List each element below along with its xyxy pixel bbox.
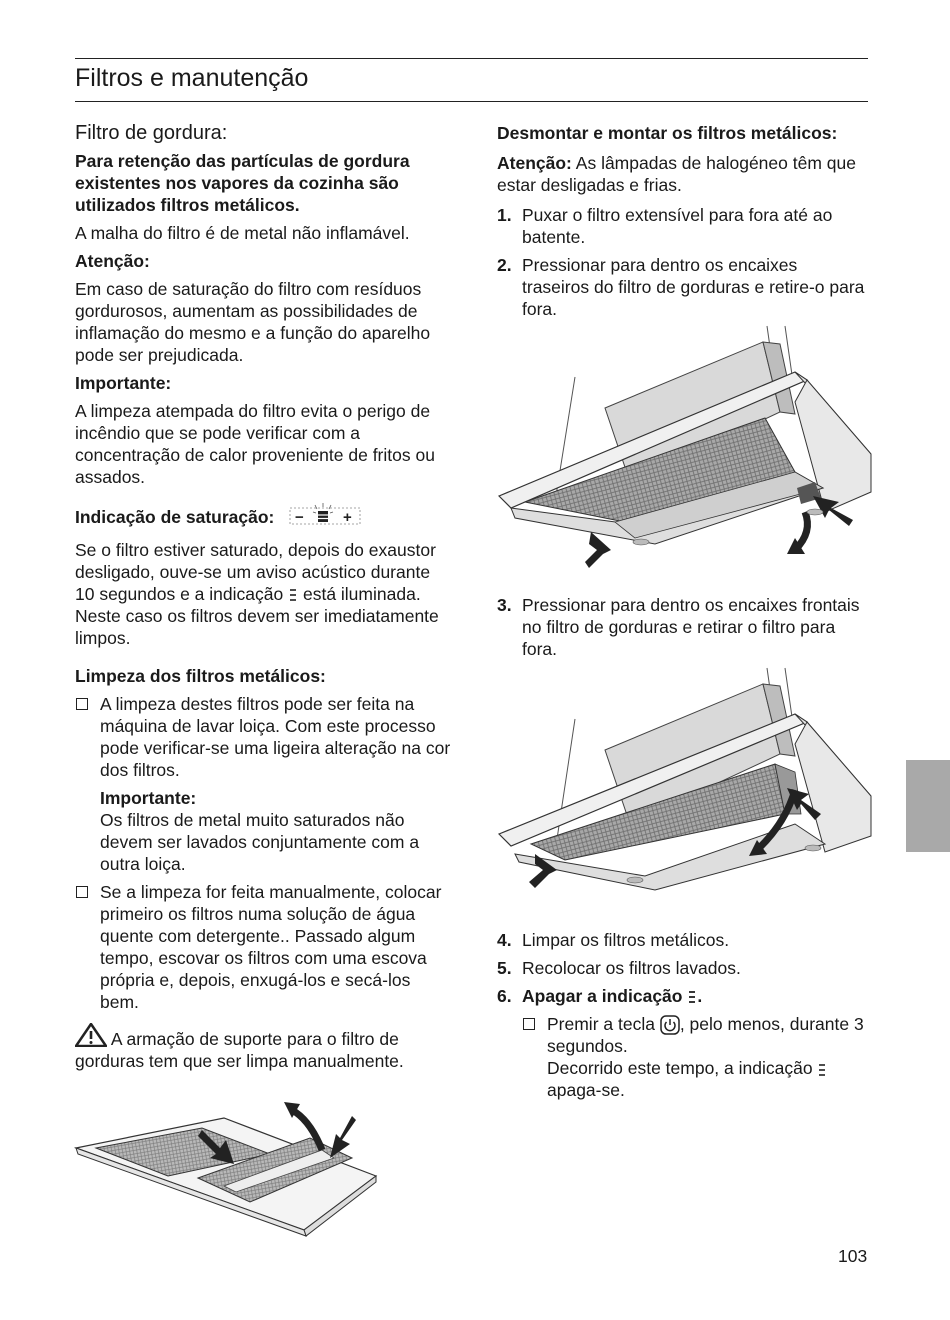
page-number: 103 xyxy=(838,1246,868,1266)
step-text: Pressionar para dentro os encaixes frontais no filtro de gorduras e retirar o filtro para fora. xyxy=(522,595,860,659)
saturation-text-2: está iluminada. xyxy=(302,584,421,604)
filter-saturation-icon xyxy=(288,587,298,603)
step-2 xyxy=(497,254,869,320)
step-6: 6. Apagar a indicação . xyxy=(497,986,703,1006)
substep-text-1: Premir a tecla xyxy=(547,1014,655,1034)
left-column xyxy=(75,122,453,1078)
title-underline xyxy=(75,101,868,102)
cleaning-heading: Limpeza dos filtros metálicos: xyxy=(75,666,326,686)
mesh-text: A malha do filtro é de metal não inflamável. xyxy=(75,223,410,243)
step-3 xyxy=(497,594,869,660)
cleaning-item-2-text: Se a limpeza for feita manualmente, colocar primeiro os filtros numa solução de água quente com detergente.. Passado algum tempo, escovar os filtros com uma escova própria e, depois, enxugá-los e secá-los bem. xyxy=(100,882,442,1012)
right-column-steps-4-6 xyxy=(497,929,869,1107)
checkbox-icon xyxy=(76,698,88,710)
step-text: Apagar a indicação xyxy=(522,986,683,1006)
grease-filter-heading: Filtro de gordura: xyxy=(75,122,228,144)
plus-label: + xyxy=(343,509,353,526)
item1-important-label: Importante: xyxy=(100,788,197,808)
right-column xyxy=(497,122,869,326)
saturation-text xyxy=(75,539,453,605)
cleaning-item-1-text: A limpeza destes filtros pode ser feita na máquina de lavar loiça. Com este processo pode verificar-se uma ligeira alteração na cor dos filtros. xyxy=(100,694,451,780)
cleaning-item-1 xyxy=(75,693,453,875)
power-key-icon xyxy=(660,1015,680,1035)
item1-important-text: Os filtros de metal muito saturados não devem ser lavados conjuntamente com a outra loiça. xyxy=(100,810,420,874)
step-1 xyxy=(497,204,869,248)
step-text: Recolocar os filtros lavados. xyxy=(522,958,741,978)
step-4 xyxy=(497,929,869,951)
saturation-indicator xyxy=(289,502,361,535)
saturation-text-3: Neste caso os filtros devem ser imediatamente limpos. xyxy=(75,606,439,648)
section-tab xyxy=(906,760,950,852)
step-number: 4. xyxy=(497,930,512,950)
saturation-label: Indicação de saturação: xyxy=(75,507,275,528)
right-attention xyxy=(497,152,869,196)
step-5 xyxy=(497,957,869,979)
warning-paragraph xyxy=(75,1023,453,1072)
cleaning-item-2 xyxy=(75,881,453,1013)
filter-saturation-icon xyxy=(817,1062,827,1078)
step-text: Pressionar para dentro os encaixes traseiros do filtro de gorduras e retire-o para fora. xyxy=(522,255,865,319)
checkbox-icon xyxy=(523,1018,535,1030)
filter-saturation-icon xyxy=(313,503,333,522)
right-attention-label: Atenção: xyxy=(497,153,572,173)
warning-text: A armação de suporte para o filtro de gorduras tem que ser limpa manualmente. xyxy=(75,1029,404,1071)
step-number: 6. xyxy=(497,986,512,1006)
step-number: 1. xyxy=(497,205,512,225)
step-text: Limpar os filtros metálicos. xyxy=(522,930,730,950)
step-number: 2. xyxy=(497,255,512,275)
step-number: 3. xyxy=(497,595,512,615)
lead-text: Para retenção das partículas de gordura existentes nos vapores da cozinha são utilizados filtros metálicos. xyxy=(75,151,410,215)
right-attention-text: As lâmpadas de halogéneo têm que estar desligadas e frias. xyxy=(497,153,856,195)
step-number: 5. xyxy=(497,958,512,978)
important-label: Importante: xyxy=(75,373,172,393)
substep-item xyxy=(522,1013,869,1101)
filter-saturation-icon xyxy=(687,989,697,1005)
saturation-text-1: Se o filtro estiver saturado, depois do exaustor desligado, ouve-se um aviso acústico durante 10 segundos e a indicação xyxy=(75,540,436,604)
hood-illustration-1 xyxy=(495,322,880,580)
top-rule xyxy=(75,58,868,59)
saturation-heading xyxy=(75,502,453,535)
step-6-substep xyxy=(497,1013,869,1101)
substep-text-4: apaga-se. xyxy=(547,1080,625,1101)
right-column-step-3 xyxy=(497,594,869,666)
filter-frame-illustration xyxy=(74,1100,384,1240)
important-text: A limpeza atempada do filtro evita o perigo de incêndio que se pode verificar com a concentração de calor proveniente de fritos ou assados. xyxy=(75,401,435,487)
page-title: Filtros e manutenção xyxy=(75,64,309,92)
checkbox-icon xyxy=(76,886,88,898)
substep-text-3: Decorrido este tempo, a indicação xyxy=(547,1058,813,1079)
warning-triangle-icon xyxy=(75,1023,107,1047)
minus-label: − xyxy=(295,509,305,526)
attention-label: Atenção: xyxy=(75,251,150,271)
hood-illustration-2 xyxy=(495,664,880,894)
substep-text-2: , pelo menos, durante 3 segundos. xyxy=(547,1014,864,1057)
step-text: Puxar o filtro extensível para fora até ao batente. xyxy=(522,205,833,247)
attention-text: Em caso de saturação do filtro com resíduos gordurosos, aumentam as possibilidades de inflamação do mesmo e a função do aparelho pode ser prejudicada. xyxy=(75,279,431,365)
remove-filters-heading: Desmontar e montar os filtros metálicos: xyxy=(497,123,838,143)
